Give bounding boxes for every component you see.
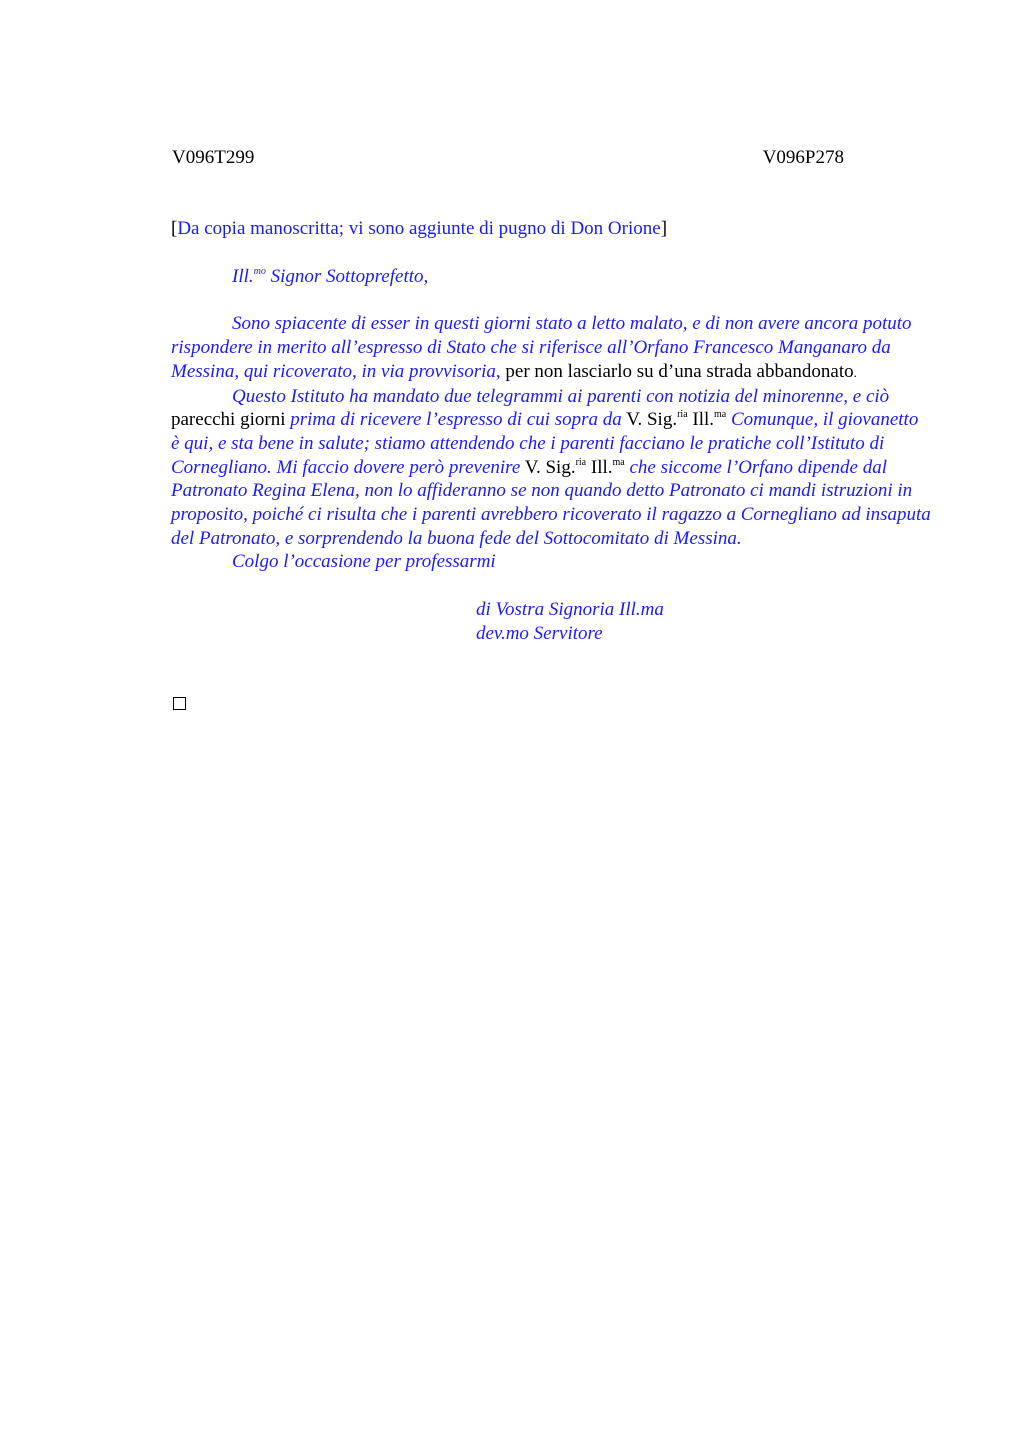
honorific-2-b: Ill. xyxy=(586,456,613,478)
honorific-1-sup-1: ria xyxy=(677,409,688,421)
salutation-rest: Signor Sottoprefetto, xyxy=(265,265,429,287)
note-open-bracket: [ xyxy=(171,218,178,239)
right-code: V096P278 xyxy=(762,147,844,168)
editorial-note xyxy=(171,217,931,241)
paragraph-1 xyxy=(171,312,931,384)
salutation xyxy=(171,265,931,289)
paragraph-3: Colgo l’occasione per professarmi xyxy=(232,551,496,573)
letter-body xyxy=(171,217,931,646)
closing-signature xyxy=(171,598,931,645)
salutation-prefix: Ill. xyxy=(232,265,254,287)
honorific-2-sup-2: ma xyxy=(612,456,625,468)
closing-line-1: di Vostra Signoria Ill.ma xyxy=(476,599,664,621)
checkbox-icon xyxy=(173,697,186,710)
document-codes xyxy=(172,147,844,169)
left-code: V096T299 xyxy=(172,147,255,168)
honorific-1-b: Ill. xyxy=(687,409,715,431)
paragraph-1-end-mark: . xyxy=(853,364,857,380)
paragraph-2-part-5: che siccome l’Orfano dipende dal Patronato Regina Elena, non lo affideranno se non quando detto Patronato ci mandi istruzioni in proposito, poiché ci risulta che i parenti avrebbero ricoverato il ragazzo a Cornegliano ad insaputa del Patronato, e sorprendendo la buona fede del Sottocomitato di Messina. xyxy=(171,456,931,549)
paragraph-2-part-3: prima di ricevere l’espresso di cui sopra da xyxy=(290,409,622,431)
paragraph-2-part-2: parecchi giorni xyxy=(171,409,291,431)
paragraph-1-plain: per non lasciarlo su d’una strada abbandonato xyxy=(500,360,854,382)
paragraph-1-italic: Sono spiacente di esser in questi giorni stato a letto malato, e di non avere ancora potuto rispondere in merito all’espresso di Stato che si riferisce all’Orfano Francesco Manganaro da Messina, qui ricoverato, in via provvisoria, xyxy=(171,313,912,382)
paragraph-2-part-1: Questo Istituto ha mandato due telegrammi ai parenti con notizia del minorenne, e ciò xyxy=(232,385,890,407)
honorific-2-sup-1: ria xyxy=(575,456,587,468)
honorific-1-a: V. Sig. xyxy=(621,409,678,431)
closing-line-2: dev.mo Servitore xyxy=(476,622,603,644)
note-close-bracket: ] xyxy=(660,218,668,239)
honorific-1-sup-2: ma xyxy=(714,409,727,421)
salutation-superscript: mo xyxy=(253,265,266,277)
honorific-2-a: V. Sig. xyxy=(520,456,576,478)
note-text: Da copia manoscritta; vi sono aggiunte di pugno di Don Orione xyxy=(177,218,661,239)
paragraph-2 xyxy=(171,385,931,551)
paragraph-2-part-4: Comunque, il giovanetto è qui, e sta bene in salute; stiamo attendendo che i parenti facciano le pratiche coll’Istituto di Cornegliano. Mi faccio dovere però prevenire xyxy=(171,409,919,478)
